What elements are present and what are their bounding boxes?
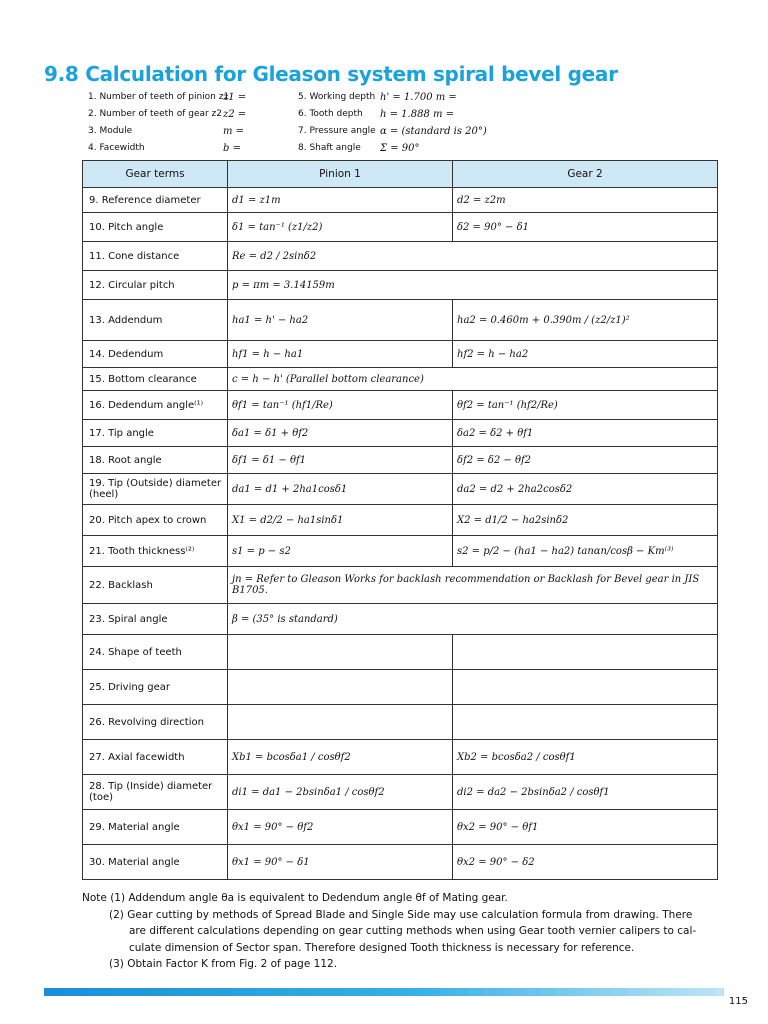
pinion-formula: jn = Refer to Gleason Works for backlash recommendation or Backlash for Bevel gear in JIS B1705. [228, 567, 718, 604]
pinion-formula: hf1 = h − ha1 [228, 341, 453, 368]
gear-formula: da2 = d2 + 2ha2cosδ2 [453, 474, 718, 505]
table-row [83, 447, 718, 474]
gear-formula: di2 = da2 − 2bsinδa2 / cosθf1 [453, 775, 718, 810]
note-line: are different calculations depending on gear cutting methods when using Gear tooth vernier calipers to cal- [129, 925, 697, 937]
gear-formula: θx2 = 90° − θf1 [453, 810, 718, 845]
param-equation: Σ = 90° [380, 143, 420, 154]
table-row [83, 775, 718, 810]
param-equation: b = [223, 143, 241, 154]
param-equation: z2 = [223, 109, 247, 120]
pinion-formula: Xb1 = bcosδa1 / cosθf2 [228, 740, 453, 775]
pinion-formula: δf1 = δ1 − θf1 [228, 447, 453, 474]
term-cell: 24. Shape of teeth [83, 635, 228, 670]
term-cell: 19. Tip (Outside) diameter (heel) [83, 474, 228, 505]
pinion-formula: ha1 = h' − ha2 [228, 300, 453, 341]
gear-formula: ha2 = 0.460m + 0.390m / (z2/z1)² [453, 300, 718, 341]
pinion-formula: p = πm = 3.14159m [228, 271, 718, 300]
note-line: culate dimension of Sector span. Therefore designed Tooth thickness is necessary for reference. [129, 941, 635, 954]
term-cell: 11. Cone distance [83, 242, 228, 271]
term-cell: 9. Reference diameter [83, 188, 228, 213]
page-number: 115 [728, 996, 748, 1007]
table-row [83, 213, 718, 242]
param-equation: m = [223, 126, 245, 137]
pinion-formula [228, 705, 453, 740]
header-gear-terms: Gear terms [83, 161, 228, 188]
table-row [83, 368, 718, 391]
gear-formula: hf2 = h − ha2 [453, 341, 718, 368]
param-equation: α = (standard is 20°) [380, 126, 487, 137]
pinion-formula [228, 635, 453, 670]
table-row [83, 536, 718, 567]
param-label: 6. Tooth depth [298, 109, 363, 119]
table-row [83, 271, 718, 300]
term-cell: 21. Tooth thickness⁽²⁾ [83, 536, 228, 567]
table-row [83, 188, 718, 213]
table-row [83, 420, 718, 447]
note-line: Note (1) Addendum angle θa is equivalent to Dedendum angle θf of Mating gear. [82, 892, 508, 904]
pinion-formula: Re = d2 / 2sinδ2 [228, 242, 718, 271]
note-line: (2) Gear cutting by methods of Spread Blade and Single Side may use calculation formula from drawing. There [109, 908, 693, 921]
pinion-formula: θx1 = 90° − θf2 [228, 810, 453, 845]
table-row [83, 391, 718, 420]
term-cell: 17. Tip angle [83, 420, 228, 447]
pinion-formula: c = h − h' (Parallel bottom clearance) [228, 368, 718, 391]
term-cell: 23. Spiral angle [83, 604, 228, 635]
gear-formula: s2 = p/2 − (ha1 − ha2) tanαn/cosβ − Km⁽³⁾ [453, 536, 718, 567]
pinion-formula: β = (35° is standard) [228, 604, 718, 635]
term-cell: 30. Material angle [83, 845, 228, 880]
term-cell: 28. Tip (Inside) diameter (toe) [83, 775, 228, 810]
notes [82, 890, 722, 973]
term-cell: 14. Dedendum [83, 341, 228, 368]
gear-formula [453, 670, 718, 705]
term-cell: 16. Dedendum angle⁽¹⁾ [83, 391, 228, 420]
term-cell: 13. Addendum [83, 300, 228, 341]
term-cell: 29. Material angle [83, 810, 228, 845]
param-label: 1. Number of teeth of pinion z1 [88, 92, 230, 102]
gear-formula: θf2 = tan⁻¹ (hf2/Re) [453, 391, 718, 420]
table-row [83, 341, 718, 368]
term-cell: 10. Pitch angle [83, 213, 228, 242]
param-equation: z1 = [223, 92, 247, 103]
table-row [83, 845, 718, 880]
note-line: (3) Obtain Factor K from Fig. 2 of page 112. [109, 958, 338, 970]
pinion-formula: θf1 = tan⁻¹ (hf1/Re) [228, 391, 453, 420]
table-row [83, 740, 718, 775]
param-label: 2. Number of teeth of gear z2 [88, 109, 223, 119]
table-header-row [83, 161, 718, 188]
table-row [83, 567, 718, 604]
term-cell: 20. Pitch apex to crown [83, 505, 228, 536]
pinion-formula: X1 = d2/2 − ha1sinδ1 [228, 505, 453, 536]
table-row [83, 705, 718, 740]
term-cell: 25. Driving gear [83, 670, 228, 705]
term-cell: 15. Bottom clearance [83, 368, 228, 391]
param-equation: h = 1.888 m = [380, 109, 455, 120]
table-row [83, 635, 718, 670]
gear-formula: δf2 = δ2 − θf2 [453, 447, 718, 474]
table-row [83, 474, 718, 505]
gear-formula [453, 635, 718, 670]
table-row [83, 242, 718, 271]
term-cell: 22. Backlash [83, 567, 228, 604]
pinion-formula: d1 = z1m [228, 188, 453, 213]
page-title: 9.8 Calculation for Gleason system spiral bevel gear [44, 62, 618, 86]
gear-calculation-table [82, 160, 718, 880]
pinion-formula: δ1 = tan⁻¹ (z1/z2) [228, 213, 453, 242]
param-equation: h' = 1.700 m = [380, 92, 457, 103]
pinion-formula: da1 = d1 + 2ha1cosδ1 [228, 474, 453, 505]
table-row [83, 604, 718, 635]
table-row [83, 300, 718, 341]
pinion-formula: di1 = da1 − 2bsinδa1 / cosθf2 [228, 775, 453, 810]
gear-formula: θx2 = 90° − δ2 [453, 845, 718, 880]
pinion-formula: θx1 = 90° − δ1 [228, 845, 453, 880]
gear-formula: Xb2 = bcosδa2 / cosθf1 [453, 740, 718, 775]
header-gear: Gear 2 [453, 161, 718, 188]
term-cell: 18. Root angle [83, 447, 228, 474]
pinion-formula [228, 670, 453, 705]
param-label: 4. Facewidth [88, 143, 145, 153]
gear-formula: δa2 = δ2 + θf1 [453, 420, 718, 447]
param-label: 8. Shaft angle [298, 143, 361, 153]
gear-formula: X2 = d1/2 − ha2sinδ2 [453, 505, 718, 536]
gear-formula: δ2 = 90° − δ1 [453, 213, 718, 242]
table-row [83, 670, 718, 705]
footer-bar [44, 988, 724, 996]
term-cell: 27. Axial facewidth [83, 740, 228, 775]
param-label: 3. Module [88, 126, 133, 136]
param-label: 5. Working depth [298, 92, 376, 102]
gear-formula: d2 = z2m [453, 188, 718, 213]
gear-formula [453, 705, 718, 740]
pinion-formula: δa1 = δ1 + θf2 [228, 420, 453, 447]
table-row [83, 505, 718, 536]
param-label: 7. Pressure angle [298, 126, 376, 136]
term-cell: 12. Circular pitch [83, 271, 228, 300]
term-cell: 26. Revolving direction [83, 705, 228, 740]
table-row [83, 810, 718, 845]
header-pinion: Pinion 1 [228, 161, 453, 188]
pinion-formula: s1 = p − s2 [228, 536, 453, 567]
